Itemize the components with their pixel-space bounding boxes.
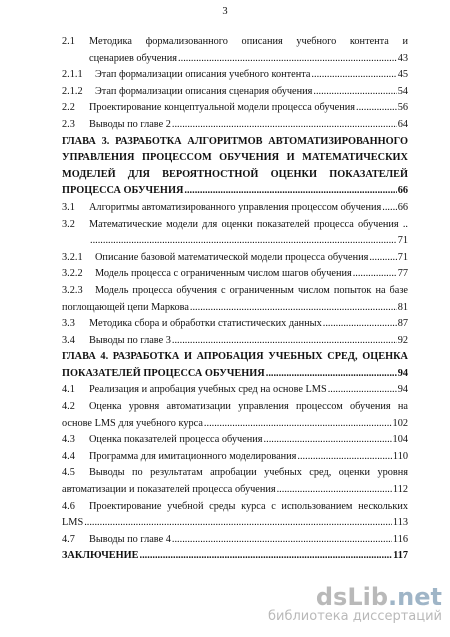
toc-entry-line: ГЛАВА 3. РАЗРАБОТКА АЛГОРИТМОВ АВТОМАТИЗИРОВАННОГО <box>62 135 408 147</box>
toc-entry-body <box>89 200 408 217</box>
toc-entry-body <box>89 316 408 333</box>
toc-entry-number: 2.3 <box>62 118 75 130</box>
toc-leader-dots <box>204 416 392 433</box>
toc-entry-page: 116 <box>392 533 408 545</box>
toc-entry <box>62 465 408 498</box>
toc-entry-title: Этап формализации описания учебного контента <box>95 69 311 81</box>
toc-leader-dots <box>190 300 397 317</box>
toc-entry-line: Оценка уровня автоматизации управления процессом обучения на <box>89 401 408 413</box>
toc-entry-body <box>89 100 408 117</box>
watermark-brand <box>268 585 442 609</box>
toc-entry-number: 4.5 <box>62 467 75 479</box>
toc-entry-number: 4.7 <box>62 533 75 545</box>
toc-leader-dots <box>328 382 397 399</box>
toc-entry-dotted-line <box>89 117 408 134</box>
toc-entry-body <box>89 449 408 466</box>
toc-entry-line: Математические модели для оценки показателей процесса обучения .. <box>89 218 408 230</box>
toc-entry-page: 117 <box>393 550 408 562</box>
toc-entry-line: Выводы по результатам апробации учебных сред, оценки уровня <box>89 467 408 479</box>
toc-leader-dots <box>311 67 396 84</box>
toc-entry-dotted-line <box>89 333 408 350</box>
toc-entry-body <box>89 532 408 549</box>
table-of-contents <box>62 34 408 565</box>
toc-entry-number: 4.1 <box>62 384 75 396</box>
toc-entry-page: 56 <box>397 102 408 114</box>
toc-entry-body <box>89 333 408 350</box>
toc-chapter-entry <box>62 349 408 382</box>
toc-entry-dotted-line <box>95 266 408 283</box>
toc-entry <box>62 100 408 117</box>
toc-leader-dots <box>369 250 396 267</box>
toc-entry <box>62 432 408 449</box>
toc-entry-page: 110 <box>392 450 408 462</box>
toc-leader-dots <box>297 449 392 466</box>
toc-entry-number: 4.4 <box>62 450 75 462</box>
toc-entry-dotted-line <box>89 100 408 117</box>
toc-entry-number: 2.1.2 <box>62 85 83 97</box>
toc-entry-title: Описание базовой математической модели процесса обучения <box>95 251 369 263</box>
toc-entry-page: 64 <box>397 118 408 130</box>
toc-entry-title: Модель процесса с ограниченным числом шагов обучения <box>95 268 352 280</box>
toc-entry-dotted-line <box>89 51 408 68</box>
toc-entry-dotted-line <box>89 316 408 333</box>
toc-entry-page: 43 <box>397 52 408 64</box>
toc-entry-page: 71 <box>397 251 408 263</box>
toc-entry-dotted-line <box>95 250 408 267</box>
toc-entry-dotted-line <box>89 382 408 399</box>
toc-entry-number: 4.6 <box>62 500 75 512</box>
toc-entry-number: 2.1.1 <box>62 69 83 81</box>
toc-entry-page: 81 <box>397 301 408 313</box>
toc-entry-number: 3.2.2 <box>62 268 83 280</box>
toc-entry-body <box>62 134 408 200</box>
toc-entry-page: 94 <box>397 367 408 379</box>
toc-leader-dots <box>84 515 392 532</box>
toc-leader-dots <box>277 482 392 499</box>
toc-entry <box>62 250 408 267</box>
toc-entry-line: Проектирование учебной среды курса с использованием нескольких <box>89 500 408 512</box>
toc-entry-dotted-line <box>89 432 408 449</box>
toc-entry-dotted-line <box>62 416 408 433</box>
toc-entry-dotted-line <box>62 515 408 532</box>
toc-leader-dots <box>323 316 397 333</box>
toc-entry-number: 3.3 <box>62 318 75 330</box>
toc-entry-title: LMS <box>62 517 84 529</box>
toc-leader-dots <box>172 333 397 350</box>
toc-entry-title: Алгоритмы автоматизированного управления процессом обучения <box>89 201 382 213</box>
toc-entry-dotted-line <box>62 548 408 565</box>
toc-entry <box>62 266 408 283</box>
toc-entry-title: Методика сбора и обработки статистических данных <box>89 318 322 330</box>
toc-entry-title: Этап формализации описания сценария обучения <box>95 85 313 97</box>
toc-entry <box>62 283 408 316</box>
toc-entry-line: ГЛАВА 4. РАЗРАБОТКА И АПРОБАЦИЯ УЧЕБНЫХ СРЕД, ОЦЕНКА <box>62 351 408 363</box>
toc-entry-title: Реализация и апробация учебных сред на основе LMS <box>89 384 327 396</box>
toc-entry-number: 2.1 <box>62 36 75 47</box>
toc-entry-dotted-line <box>62 183 408 200</box>
toc-entry-title: автоматизации и показателей процесса обучения <box>62 484 276 496</box>
toc-entry-title: поглощающей цепи Маркова <box>62 301 189 313</box>
toc-entry-body <box>89 117 408 134</box>
toc-entry-body <box>95 266 408 283</box>
toc-chapter-entry <box>62 134 408 200</box>
toc-entry-title: Выводы по главе 4 <box>89 533 171 545</box>
toc-entry-body <box>89 34 408 67</box>
toc-entry-dotted-line <box>62 482 408 499</box>
toc-entry-page: 54 <box>397 85 408 97</box>
toc-entry-title: Оценка показателей процесса обучения <box>89 434 263 446</box>
toc-entry <box>62 67 408 84</box>
page-number: 3 <box>222 6 228 17</box>
toc-entry-number: 2.2 <box>62 102 75 114</box>
toc-entry-page: 94 <box>397 384 408 396</box>
toc-entry-title: Программа для имитационного моделирования <box>89 450 297 462</box>
toc-entry-body <box>62 548 408 565</box>
toc-leader-dots <box>178 51 397 68</box>
toc-entry-number: 4.3 <box>62 434 75 446</box>
toc-entry-dotted-line <box>89 200 408 217</box>
toc-entry-dotted-line <box>95 84 408 101</box>
toc-entry <box>62 532 408 549</box>
toc-entry-line: УПРАВЛЕНИЯ ПРОЦЕССОМ ОБУЧЕНИЯ И МАТЕМАТИЧЕСКИХ <box>62 152 408 164</box>
toc-entry-dotted-line <box>89 233 408 250</box>
toc-entry <box>62 84 408 101</box>
toc-entry-body <box>89 382 408 399</box>
toc-entry-dotted-line <box>62 300 408 317</box>
toc-entry-title: Выводы по главе 3 <box>89 334 171 346</box>
toc-entry-body <box>95 250 408 267</box>
toc-entry-title: сценариев обучения <box>89 52 178 64</box>
toc-entry-dotted-line <box>89 532 408 549</box>
toc-entry-page: 66 <box>397 201 408 213</box>
dslib-watermark-logo <box>268 585 442 625</box>
toc-leader-dots <box>140 548 393 565</box>
toc-leader-dots <box>90 233 397 250</box>
toc-leader-dots <box>313 84 396 101</box>
toc-entry-title: ПРОЦЕССА ОБУЧЕНИЯ <box>62 185 184 197</box>
toc-entry-number: 3.2.3 <box>62 284 83 296</box>
toc-entry-body <box>62 349 408 382</box>
toc-entry-page: 102 <box>392 417 408 429</box>
toc-entry-page: 45 <box>397 69 408 81</box>
toc-entry-body <box>89 432 408 449</box>
toc-entry-body <box>89 217 408 250</box>
toc-entry-dotted-line <box>62 366 408 383</box>
toc-entry <box>62 449 408 466</box>
toc-entry-dotted-line <box>95 67 408 84</box>
toc-entry <box>62 217 408 250</box>
toc-entry-number: 3.2.1 <box>62 251 83 263</box>
toc-entry-number: 3.4 <box>62 334 75 346</box>
toc-leader-dots <box>353 266 397 283</box>
toc-entry-title: Проектирование концептуальной модели процесса обучения <box>89 102 356 114</box>
toc-entry-page: 104 <box>392 434 408 446</box>
toc-entry-page: 113 <box>392 517 408 529</box>
toc-entry-title: Выводы по главе 2 <box>89 118 171 130</box>
toc-entry-title: ЗАКЛЮЧЕНИЕ <box>62 550 139 562</box>
toc-entry-page: 112 <box>392 484 408 496</box>
toc-entry-title: основе LMS для учебного курса <box>62 417 203 429</box>
toc-leader-dots <box>264 432 392 449</box>
toc-entry <box>62 382 408 399</box>
toc-leader-dots <box>172 532 392 549</box>
toc-entry <box>62 499 408 532</box>
toc-leader-dots <box>356 100 397 117</box>
watermark-brand-prefix: dsLib <box>315 583 389 611</box>
toc-entry <box>62 399 408 432</box>
toc-entry-line: МОДЕЛЕЙ ДЛЯ ВЕРОЯТНОСТНОЙ ОЦЕНКИ ПОКАЗАТЕЛЕЙ <box>62 168 408 180</box>
toc-entry-title: ПОКАЗАТЕЛЕЙ ПРОЦЕССА ОБУЧЕНИЯ <box>62 367 265 379</box>
toc-leader-dots <box>184 183 396 200</box>
toc-entry-line: Модель процесса обучения с ограниченным числом попыток на базе <box>95 284 408 296</box>
toc-leader-dots <box>172 117 397 134</box>
toc-entry <box>62 200 408 217</box>
toc-leader-dots <box>266 366 397 383</box>
toc-entry <box>62 34 408 67</box>
toc-entry-page: 92 <box>397 334 408 346</box>
toc-entry-number: 3.2 <box>62 218 75 230</box>
toc-entry-page: 71 <box>397 235 408 247</box>
toc-entry-page: 77 <box>397 268 408 280</box>
toc-entry-body <box>95 67 408 84</box>
toc-entry-number: 4.2 <box>62 401 75 413</box>
toc-entry-number: 3.1 <box>62 201 75 213</box>
toc-entry-line: Методика формализованного описания учебного контента и <box>89 36 408 47</box>
toc-entry-body <box>95 84 408 101</box>
toc-entry-page: 66 <box>397 185 408 197</box>
toc-chapter-entry <box>62 548 408 565</box>
toc-leader-dots <box>382 200 396 217</box>
toc-entry <box>62 333 408 350</box>
toc-entry-dotted-line <box>89 449 408 466</box>
toc-entry-page: 87 <box>397 318 408 330</box>
watermark-tagline: библиотека диссертаций <box>268 609 442 624</box>
toc-entry <box>62 316 408 333</box>
watermark-brand-suffix: .net <box>388 583 442 611</box>
toc-entry <box>62 117 408 134</box>
